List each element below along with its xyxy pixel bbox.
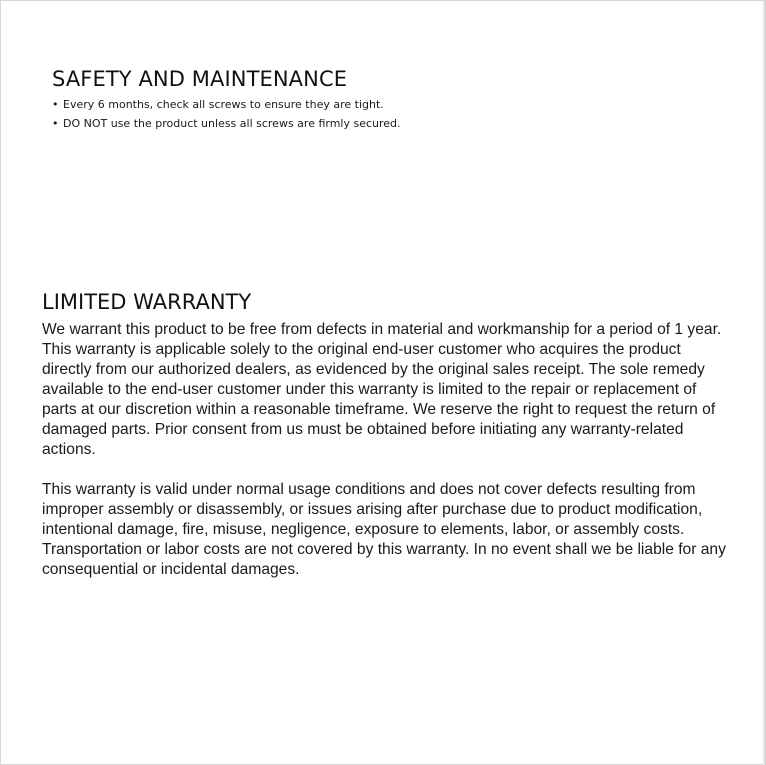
bullet-icon: • — [52, 117, 59, 130]
safety-heading: SAFETY AND MAINTENANCE — [52, 67, 348, 91]
safety-list-item — [52, 114, 652, 133]
safety-item-text: Every 6 months, check all screws to ensure they are tight. — [63, 98, 384, 111]
safety-item-text: DO NOT use the product unless all screws are firmly secured. — [63, 117, 401, 130]
page-edge-shadow — [763, 1, 765, 765]
warranty-section — [42, 287, 732, 580]
safety-list — [52, 95, 652, 133]
bullet-icon: • — [52, 98, 59, 111]
warranty-heading: LIMITED WARRANTY — [42, 290, 252, 314]
safety-list-item — [52, 95, 652, 114]
safety-section — [52, 65, 652, 133]
warranty-paragraph: We warrant this product to be free from defects in material and workmanship for a period of 1 year. This warranty is applicable solely to the original end-user customer who acquires the product directly from our authorized dealers, as evidenced by the original sales receipt. The sole remedy available to the end-user customer under this warranty is limited to the repair or replacement of parts at our discretion within a reasonable timeframe. We reserve the right to request the return of damaged parts. Prior consent from us must be obtained before initiating any warranty-related actions. — [42, 321, 722, 458]
warranty-paragraph: This warranty is valid under normal usage conditions and does not cover defects resulting from improper assembly or disassembly, or issues arising after purchase due to product modification, intentional damage, fire, misuse, negligence, exposure to elements, labor, or assembly costs. Transportation or labor costs are not covered by this warranty. In no event shall we be liable for any consequential or incidental damages. — [42, 481, 726, 578]
